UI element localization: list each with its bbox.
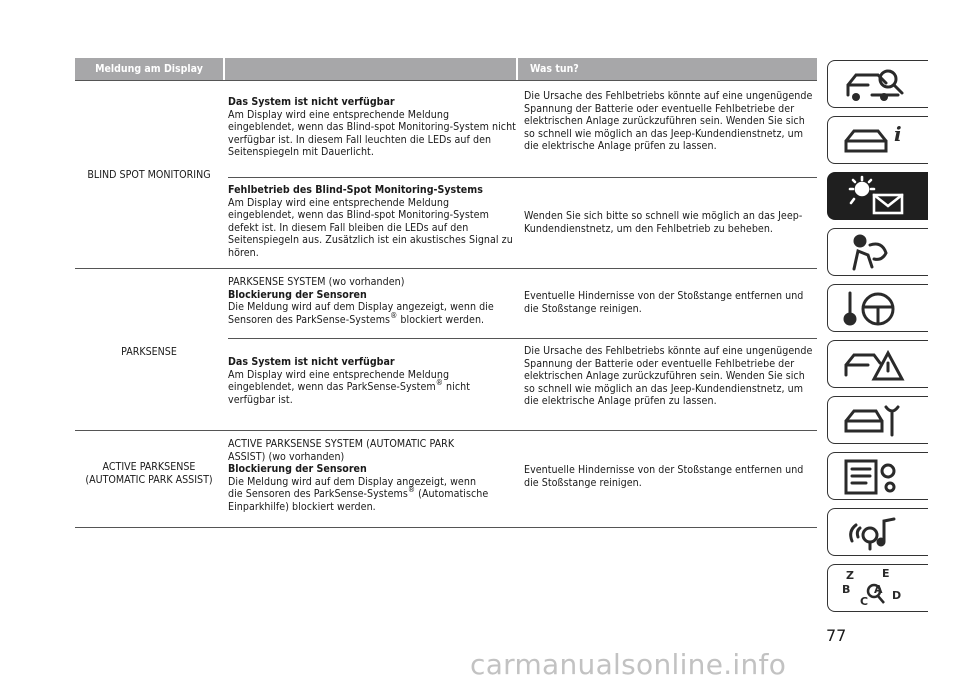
registered-mark: ® bbox=[435, 378, 443, 388]
svg-text:A: A bbox=[874, 583, 883, 596]
msg-title: Das System ist nicht verfügbar bbox=[228, 356, 395, 368]
sidebar-tab-car-wrench[interactable] bbox=[827, 396, 928, 444]
svg-text:C: C bbox=[860, 595, 869, 608]
msg-system: ACTIVE PARKSENSE SYSTEM (AUTOMATIC PARK ASSIST) (wo vorhanden) bbox=[228, 438, 455, 463]
sidebar-tab-index[interactable] bbox=[827, 564, 928, 612]
airbag-seat-icon bbox=[838, 231, 918, 273]
msg-text-end: nicht verfügbar ist. bbox=[228, 381, 471, 406]
key-steering-wheel-icon bbox=[838, 287, 918, 329]
sidebar-tab-airbag[interactable] bbox=[827, 228, 928, 276]
sidebar-tab-specs[interactable] bbox=[827, 452, 928, 500]
table-row-msg bbox=[228, 356, 516, 406]
msg-title: Blockierung der Sensoren bbox=[228, 463, 367, 476]
msg-text: Die Meldung wird auf dem Display angezeigt, wenn die Sensoren des ParkSense-Systems bbox=[228, 301, 494, 326]
group-blind-spot-monitoring: BLIND SPOT MONITORING bbox=[87, 169, 211, 181]
sidebar-tab-multimedia[interactable] bbox=[827, 508, 928, 556]
header-todo: Was tun? bbox=[518, 58, 817, 80]
table-row-msg bbox=[228, 276, 516, 326]
car-magnifier-icon bbox=[838, 63, 918, 105]
registered-mark: ® bbox=[390, 310, 398, 320]
warning-light-message-icon bbox=[838, 175, 918, 217]
sidebar-tab-warning-lights[interactable] bbox=[827, 172, 928, 220]
table-row-todo: Eventuelle Hindernisse von der Stoßstange entfernen und die Stoßstange reinigen. bbox=[524, 290, 804, 315]
table-row-msg bbox=[228, 96, 516, 159]
table-row-msg bbox=[228, 438, 490, 514]
row-divider bbox=[228, 177, 817, 178]
msg-text: Am Display wird eine entsprechende Meldung eingeblendet, wenn das Blind-spot Monitoring-System nicht verfügbar ist. In diesem Fall leuchten die LEDs auf den Seitenspiegeln mit Dauerlicht. bbox=[228, 108, 516, 159]
header-display: Meldung am Display bbox=[75, 58, 223, 80]
watermark: carmanualsonline.info bbox=[470, 648, 787, 681]
msg-text: Am Display wird eine entsprechende Meldung eingeblendet, wenn das Blind-spot Monitoring-System defekt ist. In diesem Fall bleiben die LEDs auf den Seitenspiegeln aus. Zusätzlich ist ein akustisches Signal zu hören. bbox=[228, 196, 513, 259]
sidebar-tab-car-warning[interactable] bbox=[827, 340, 928, 388]
table-row-todo: Die Ursache des Fehlbetriebs könnte auf eine ungenügende Spannung der Batterie oder eventuelle Fehlbetriebe der elektrischen Anlage zurückzuführen sein. Wenden Sie sich so schnell wie möglich an das Jeep-Kundendienstnetz, um die elektrische Anlage prüfen zu lassen. bbox=[524, 90, 813, 153]
table-row-todo: Wenden Sie sich bitte so schnell wie möglich an das Jeep-Kundendienstnetz, um den Fehlbetrieb zu beheben. bbox=[524, 210, 803, 235]
row-divider bbox=[228, 338, 817, 339]
svg-text:D: D bbox=[892, 589, 902, 602]
msg-text-end: (Automatische Einparkhilfe) blockiert werden. bbox=[228, 488, 489, 513]
registered-mark: ® bbox=[407, 485, 416, 495]
group-parksense: PARKSENSE bbox=[121, 346, 177, 358]
svg-text:B: B bbox=[842, 583, 851, 596]
alphabetical-index-icon bbox=[838, 567, 918, 609]
msg-title: Das System ist nicht verfügbar bbox=[228, 96, 395, 108]
sidebar-tab-key-steering[interactable] bbox=[827, 284, 928, 332]
svg-text:Z: Z bbox=[846, 569, 854, 582]
svg-text:i: i bbox=[894, 122, 902, 146]
group-active-parksense: ACTIVE PARKSENSE (AUTOMATIC PARK ASSIST) bbox=[85, 461, 213, 486]
table-row-todo: Eventuelle Hindernisse von der Stoßstange entfernen und die Stoßstange reinigen. bbox=[524, 464, 804, 489]
header-spacer bbox=[225, 58, 516, 80]
sidebar-tab-car-magnifier[interactable] bbox=[827, 60, 928, 108]
group-divider bbox=[75, 430, 817, 431]
specs-list-gear-icon bbox=[838, 455, 918, 497]
msg-title: Blockierung der Sensoren bbox=[228, 288, 367, 301]
table-row-todo: Die Ursache des Fehlbetriebs könnte auf eine ungenügende Spannung der Batterie oder eventuelle Fehlbetriebe der elektrischen Anlage zurückzuführen sein. Wenden Sie sich so schnell wie möglich an das Jeep-Kundendienstnetz, um die elektrische Anlage prüfen zu lassen. bbox=[524, 345, 813, 408]
msg-text: Die Meldung wird auf dem Display angezeigt, wenn die Sensoren des ParkSense-Systems bbox=[228, 475, 477, 501]
table-row-msg bbox=[228, 184, 516, 260]
multimedia-icon bbox=[838, 511, 918, 553]
car-info-icon bbox=[838, 119, 918, 161]
sidebar-tab-car-info[interactable] bbox=[827, 116, 928, 164]
table-bottom-rule bbox=[75, 527, 817, 528]
msg-text-end: blockiert werden. bbox=[397, 313, 485, 326]
page-number: 77 bbox=[826, 626, 847, 645]
msg-text: Am Display wird eine entsprechende Meldung eingeblendet, wenn das ParkSense-System bbox=[228, 368, 450, 394]
svg-text:E: E bbox=[882, 567, 890, 580]
header-rule bbox=[75, 80, 817, 81]
car-wrench-icon bbox=[838, 399, 918, 441]
msg-title: Fehlbetrieb des Blind-Spot Monitoring-Systems bbox=[228, 184, 483, 196]
msg-system: PARKSENSE SYSTEM (wo vorhanden) bbox=[228, 276, 405, 288]
car-warning-triangle-icon bbox=[838, 343, 918, 385]
group-divider bbox=[75, 268, 817, 269]
